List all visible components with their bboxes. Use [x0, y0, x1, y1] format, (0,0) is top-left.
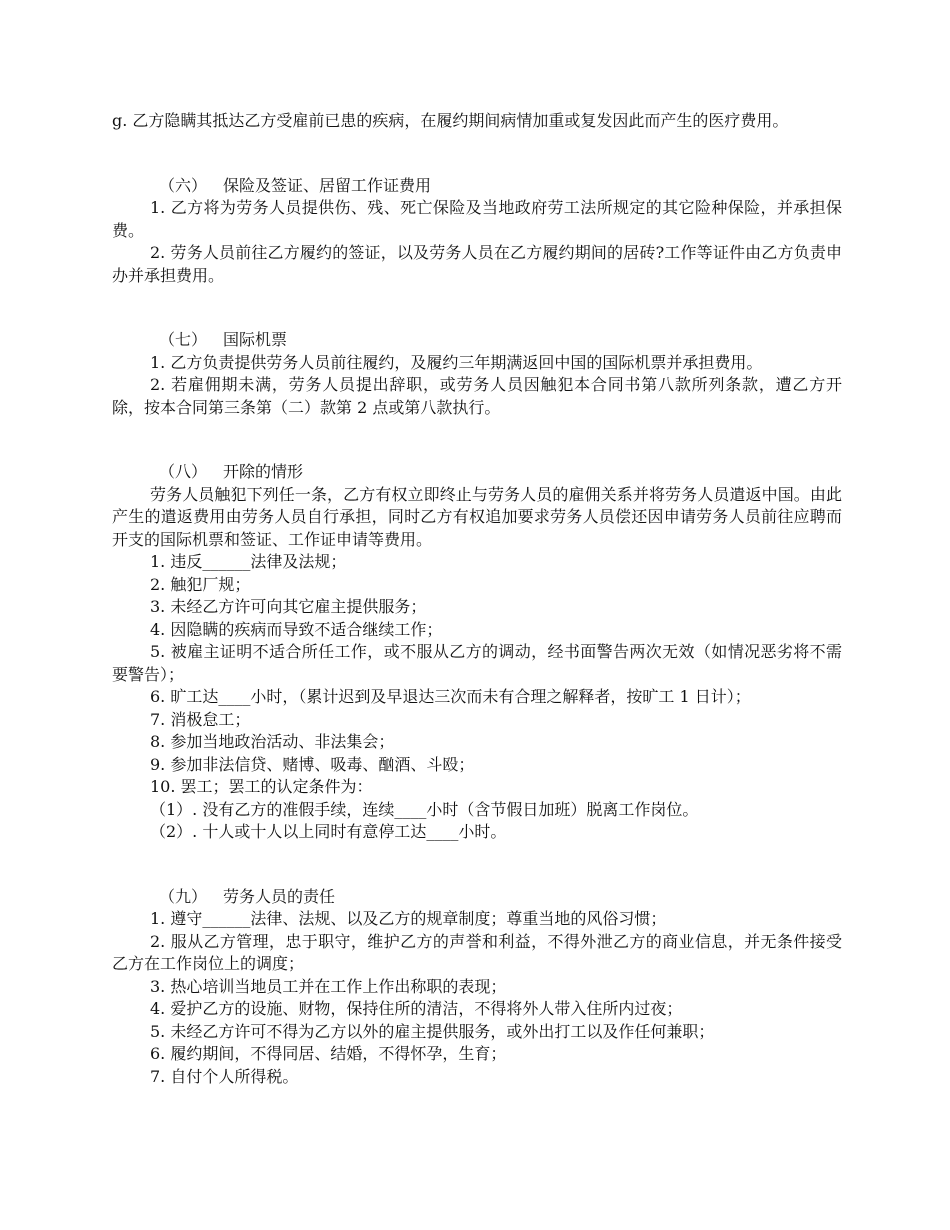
list-item: 7. 消极怠工； — [150, 709, 251, 729]
section-spacer — [112, 419, 842, 461]
section-spacer — [112, 844, 842, 886]
document-page — [112, 110, 842, 1088]
list-item: 7. 自付个人所得税。 — [150, 1066, 299, 1086]
list-item: 1. 违反______法律及法规； — [150, 552, 347, 571]
list-item: 8. 参加当地政治活动、非法集会； — [150, 732, 395, 751]
list-item: 6. 旷工达____小时，（累计迟到及早退达三次而未有合理之解释者，按旷工 1 日计）； — [150, 687, 751, 706]
sub-list-item: （1）. 没有乙方的准假手续，连续____小时（含节假日加班）脱离工作岗位。 — [150, 799, 699, 819]
list-item: 3. 未经乙方许可向其它雇主提供服务； — [150, 597, 427, 616]
list-item: 2. 服从乙方管理，忠于职守，维护乙方的声誉和利益，不得外泄乙方的商业信息，并无条件接受乙方在工作岗位上的调度； — [112, 931, 842, 973]
paragraph: 2. 若雇佣期未满，劳务人员提出辞职，或劳务人员因触犯本合同书第八款所列条款，遭乙方开除，按本合同第三条第（二）款第 2 点或第八款执行。 — [112, 375, 842, 417]
section-number: （八） — [159, 462, 208, 481]
list-item: 9. 参加非法信贷、赌博、吸毒、酗酒、斗殴； — [150, 754, 475, 774]
list-item: 2. 触犯厂规； — [150, 574, 251, 594]
list-item: 10. 罢工；罢工的认定条件为： — [150, 777, 373, 796]
section-number: （七） — [159, 330, 208, 349]
paragraph: 1. 乙方将为劳务人员提供伤、残、死亡保险及当地政府劳工法所规定的其它险种保险，并承担保费。 — [112, 198, 842, 240]
list-item: 6. 履约期间，不得同居、结婚，不得怀孕，生育； — [150, 1044, 507, 1063]
list-item: 4. 因隐瞒的疾病而导致不适合继续工作； — [150, 619, 443, 639]
section-title: 国际机票 — [223, 330, 288, 349]
list-item: 4. 爱护乙方的设施、财物，保持住所的清洁，不得将外人带入住所内过夜； — [150, 999, 683, 1018]
intro-paragraph: g. 乙方隐瞒其抵达乙方受雇前已患的疾病，在履约期间病情加重或复发因此而产生的医疗费用。 — [112, 111, 789, 130]
list-item: 3. 热心培训当地员工并在工作上作出称职的表现； — [150, 976, 507, 996]
paragraph: 劳务人员触犯下列任一条，乙方有权立即终止与劳务人员的雇佣关系并将劳务人员遣返中国。由此产生的遣返费用由劳务人员自行承担，同时乙方有权追加要求劳务人员偿还因申请劳务人员前往应聘而开支的国际机票和签证、工作证申请等费用。 — [112, 484, 842, 549]
section-title: 保险及签证、居留工作证费用 — [223, 175, 432, 195]
section-spacer — [112, 287, 842, 329]
list-item: 5. 被雇主证明不适合所任工作，或不服从乙方的调动，经书面警告两次无效（如情况恶劣将不需要警告）； — [112, 642, 842, 684]
section-number: （九） — [159, 886, 208, 906]
section-title: 开除的情形 — [223, 462, 304, 481]
section-heading — [112, 329, 842, 352]
section-number: （六） — [159, 175, 208, 195]
section-title: 劳务人员的责任 — [223, 886, 336, 906]
section-heading — [112, 175, 842, 198]
section-spacer — [112, 133, 842, 175]
list-item: 1. 遵守______法律、法规、以及乙方的规章制度；尊重当地的风俗习惯； — [150, 909, 667, 928]
sub-list-item: （2）. 十人或十人以上同时有意停工达____小时。 — [150, 822, 507, 841]
section-heading — [112, 886, 842, 909]
paragraph: 2. 劳务人员前往乙方履约的签证，以及劳务人员在乙方履约期间的居砖?工作等证件由乙方负责申办并承担费用。 — [112, 243, 842, 285]
section-heading — [112, 461, 842, 484]
paragraph: 1. 乙方负责提供劳务人员前往履约，及履约三年期满返回中国的国际机票并承担费用。 — [150, 352, 763, 372]
list-item: 5. 未经乙方许可不得为乙方以外的雇主提供服务，或外出打工以及作任何兼职； — [150, 1021, 715, 1041]
